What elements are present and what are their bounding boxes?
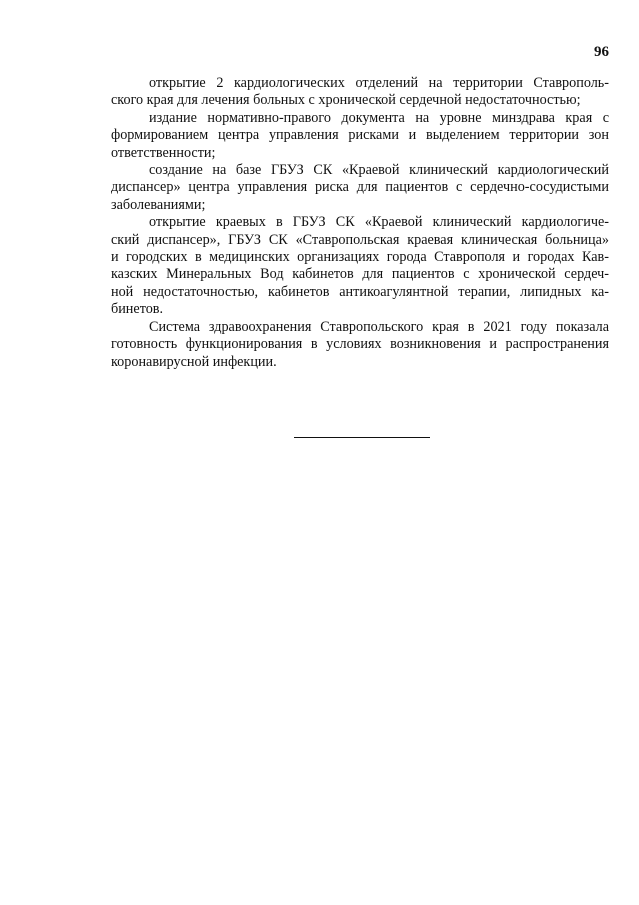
text-line: ной недостаточностью, кабинетов антикоагулянтной терапии, липидных ка- xyxy=(111,283,609,300)
text-line: издание нормативно-правого документа на уровне минздрава края с xyxy=(149,109,609,126)
text-line: создание на базе ГБУЗ СК «Краевой клинический кардиологический xyxy=(149,162,609,179)
body-text xyxy=(111,75,609,371)
paragraph-regional-cabinets xyxy=(111,214,609,318)
text-line: заболеваниями; xyxy=(111,196,206,213)
text-line: бинетов. xyxy=(111,301,164,318)
text-line: формированием центра управления рисками и выделением территории зон xyxy=(111,127,609,144)
text-line: ского края для лечения больных с хронической сердечной недостаточностью; xyxy=(111,92,581,109)
page-number: 96 xyxy=(594,44,609,60)
text-line: коронавирусной инфекции. xyxy=(111,353,277,370)
section-divider xyxy=(294,437,430,438)
text-line: открытие краевых в ГБУЗ СК «Краевой клинический кардиологиче- xyxy=(149,214,609,231)
paragraph-healthcare-system xyxy=(111,319,609,371)
text-line: диспансер» центра управления риска для пациентов с сердечно-сосудистыми xyxy=(111,179,609,196)
text-line: ответственности; xyxy=(111,144,216,161)
text-line: казских Минеральных Вод кабинетов для пациентов с хронической сердеч- xyxy=(111,266,609,283)
text-line: и городских в медицинских организациях города Ставрополя и городах Кав- xyxy=(111,249,609,266)
paragraph-cardiology-departments xyxy=(111,75,609,110)
paragraph-risk-center xyxy=(111,162,609,214)
paragraph-regulatory-document xyxy=(111,110,609,162)
text-line: открытие 2 кардиологических отделений на территории Ставрополь- xyxy=(149,75,609,91)
text-line: Система здравоохранения Ставропольского края в 2021 году показала xyxy=(149,318,609,335)
text-line: готовность функционирования в условиях возникновения и распространения xyxy=(111,336,609,353)
text-line: ский диспансер», ГБУЗ СК «Ставропольская краевая клиническая больница» xyxy=(111,231,609,248)
